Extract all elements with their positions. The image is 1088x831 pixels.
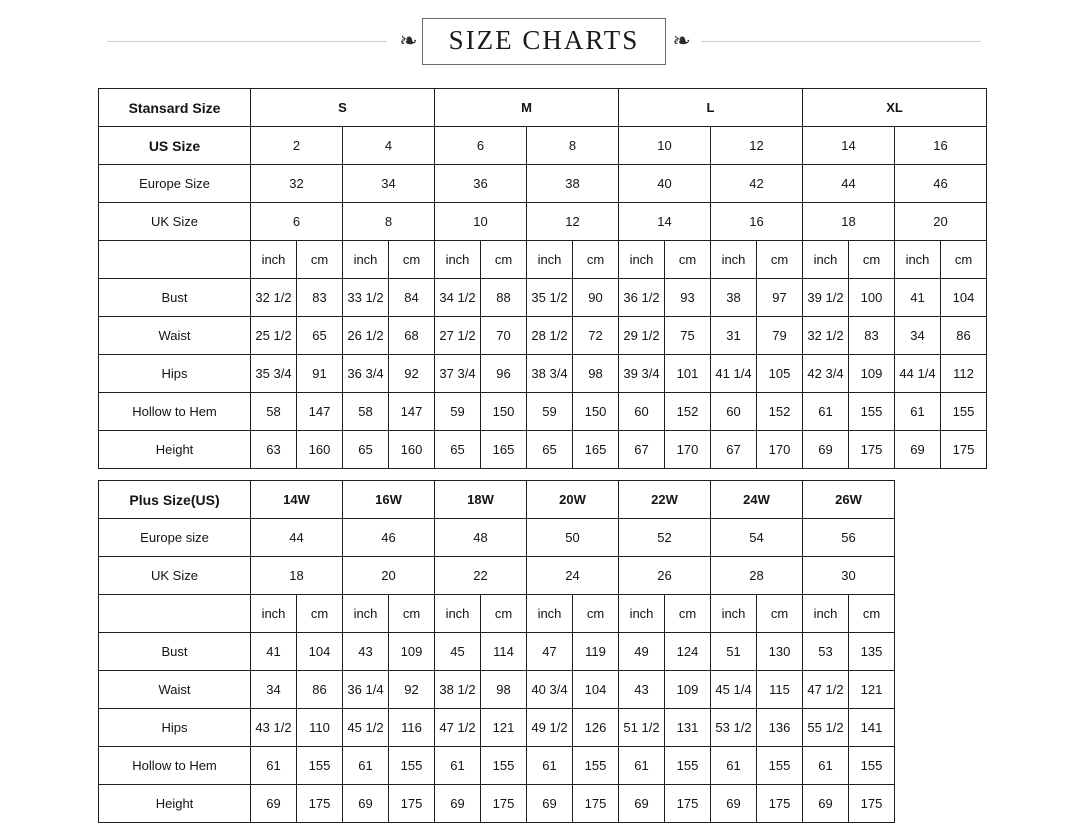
flourish-right-icon: ❧ bbox=[672, 28, 689, 53]
unit-cell-10: inch bbox=[711, 241, 757, 279]
table-row-plus-bust bbox=[99, 633, 895, 671]
plus-cell-bust-8: 49 bbox=[619, 633, 665, 671]
unit-cell-5: cm bbox=[481, 241, 527, 279]
cell-uk-size-2: 10 bbox=[435, 203, 527, 241]
plus-cell-height-11: 175 bbox=[757, 785, 803, 823]
plus-cell-bust-9: 124 bbox=[665, 633, 711, 671]
unit-cell-6: inch bbox=[527, 241, 573, 279]
plus-cell-bust-6: 47 bbox=[527, 633, 573, 671]
plus-cell-hips-7: 126 bbox=[573, 709, 619, 747]
cell-height-6: 65 bbox=[527, 431, 573, 469]
plus-size-14w: 14W bbox=[251, 481, 343, 519]
standard-size-table bbox=[98, 88, 987, 469]
unit-cell-7: cm bbox=[573, 241, 619, 279]
page-title-box bbox=[422, 18, 667, 65]
plus-cell-height-10: 69 bbox=[711, 785, 757, 823]
table-row-bust bbox=[99, 279, 987, 317]
cell-bust-5: 88 bbox=[481, 279, 527, 317]
cell-uk-size-4: 14 bbox=[619, 203, 711, 241]
cell-height-3: 160 bbox=[389, 431, 435, 469]
cell-hollow-2: 58 bbox=[343, 393, 389, 431]
plus-cell-europe-3: 50 bbox=[527, 519, 619, 557]
plus-size-table bbox=[98, 480, 895, 823]
plus-cell-waist-3: 92 bbox=[389, 671, 435, 709]
cell-hollow-8: 60 bbox=[619, 393, 665, 431]
plus-row-label-hollow-to-hem: Hollow to Hem bbox=[99, 747, 251, 785]
plus-cell-hips-2: 45 1/2 bbox=[343, 709, 389, 747]
plus-cell-hips-3: 116 bbox=[389, 709, 435, 747]
table-row-europe-size bbox=[99, 165, 987, 203]
plus-unit-cell-12: inch bbox=[803, 595, 849, 633]
plus-cell-uk-1: 20 bbox=[343, 557, 435, 595]
unit-cell-1: cm bbox=[297, 241, 343, 279]
table-row-plus-hips bbox=[99, 709, 895, 747]
unit-cell-9: cm bbox=[665, 241, 711, 279]
table-row-plus-height bbox=[99, 785, 895, 823]
cell-hips-3: 92 bbox=[389, 355, 435, 393]
plus-size-18w: 18W bbox=[435, 481, 527, 519]
plus-cell-bust-0: 41 bbox=[251, 633, 297, 671]
cell-us-size-5: 12 bbox=[711, 127, 803, 165]
row-label-europe-size: Europe Size bbox=[99, 165, 251, 203]
table-row-us-size bbox=[99, 127, 987, 165]
plus-cell-uk-3: 24 bbox=[527, 557, 619, 595]
unit-cell-8: inch bbox=[619, 241, 665, 279]
cell-uk-size-1: 8 bbox=[343, 203, 435, 241]
plus-cell-hips-6: 49 1/2 bbox=[527, 709, 573, 747]
plus-cell-uk-5: 28 bbox=[711, 557, 803, 595]
plus-cell-hollow-4: 61 bbox=[435, 747, 481, 785]
plus-cell-height-0: 69 bbox=[251, 785, 297, 823]
row-label-hollow-to-hem: Hollow to Hem bbox=[99, 393, 251, 431]
cell-uk-size-5: 16 bbox=[711, 203, 803, 241]
plus-cell-height-5: 175 bbox=[481, 785, 527, 823]
plus-cell-waist-4: 38 1/2 bbox=[435, 671, 481, 709]
plus-cell-height-4: 69 bbox=[435, 785, 481, 823]
standard-size-chart bbox=[98, 88, 987, 469]
table-row-waist bbox=[99, 317, 987, 355]
plus-size-20w: 20W bbox=[527, 481, 619, 519]
cell-hollow-3: 147 bbox=[389, 393, 435, 431]
plus-cell-hips-12: 55 1/2 bbox=[803, 709, 849, 747]
plus-cell-waist-11: 115 bbox=[757, 671, 803, 709]
group-size-m: M bbox=[435, 89, 619, 127]
cell-height-14: 69 bbox=[895, 431, 941, 469]
plus-cell-hips-11: 136 bbox=[757, 709, 803, 747]
cell-hollow-4: 59 bbox=[435, 393, 481, 431]
plus-cell-hips-4: 47 1/2 bbox=[435, 709, 481, 747]
plus-cell-hollow-11: 155 bbox=[757, 747, 803, 785]
cell-uk-size-6: 18 bbox=[803, 203, 895, 241]
plus-cell-uk-2: 22 bbox=[435, 557, 527, 595]
plus-unit-cell-3: cm bbox=[389, 595, 435, 633]
cell-bust-7: 90 bbox=[573, 279, 619, 317]
plus-cell-bust-7: 119 bbox=[573, 633, 619, 671]
cell-hips-8: 39 3/4 bbox=[619, 355, 665, 393]
plus-cell-hollow-0: 61 bbox=[251, 747, 297, 785]
unit-cell-2: inch bbox=[343, 241, 389, 279]
plus-cell-hips-10: 53 1/2 bbox=[711, 709, 757, 747]
cell-height-0: 63 bbox=[251, 431, 297, 469]
plus-cell-hollow-6: 61 bbox=[527, 747, 573, 785]
cell-waist-15: 86 bbox=[941, 317, 987, 355]
unit-cell-3: cm bbox=[389, 241, 435, 279]
table-row-plus-units bbox=[99, 595, 895, 633]
unit-cell-14: inch bbox=[895, 241, 941, 279]
unit-cell-11: cm bbox=[757, 241, 803, 279]
plus-cell-europe-2: 48 bbox=[435, 519, 527, 557]
flourish-left-icon: ❧ bbox=[399, 28, 416, 53]
cell-hips-9: 101 bbox=[665, 355, 711, 393]
table-row-units bbox=[99, 241, 987, 279]
cell-waist-3: 68 bbox=[389, 317, 435, 355]
cell-us-size-2: 6 bbox=[435, 127, 527, 165]
plus-cell-waist-10: 45 1/4 bbox=[711, 671, 757, 709]
plus-row-label-height: Height bbox=[99, 785, 251, 823]
cell-waist-12: 32 1/2 bbox=[803, 317, 849, 355]
plus-cell-hollow-12: 61 bbox=[803, 747, 849, 785]
plus-cell-hips-5: 121 bbox=[481, 709, 527, 747]
plus-cell-europe-5: 54 bbox=[711, 519, 803, 557]
plus-cell-hollow-8: 61 bbox=[619, 747, 665, 785]
cell-waist-6: 28 1/2 bbox=[527, 317, 573, 355]
plus-cell-bust-5: 114 bbox=[481, 633, 527, 671]
plus-cell-hollow-10: 61 bbox=[711, 747, 757, 785]
cell-hollow-7: 150 bbox=[573, 393, 619, 431]
plus-cell-waist-8: 43 bbox=[619, 671, 665, 709]
plus-unit-cell-1: cm bbox=[297, 595, 343, 633]
plus-size-26w: 26W bbox=[803, 481, 895, 519]
plus-unit-cell-5: cm bbox=[481, 595, 527, 633]
cell-hips-15: 112 bbox=[941, 355, 987, 393]
page-title: SIZE CHARTS bbox=[448, 24, 640, 55]
plus-cell-waist-9: 109 bbox=[665, 671, 711, 709]
cell-height-2: 65 bbox=[343, 431, 389, 469]
table-row-height bbox=[99, 431, 987, 469]
cell-us-size-3: 8 bbox=[527, 127, 619, 165]
cell-hips-7: 98 bbox=[573, 355, 619, 393]
cell-height-13: 175 bbox=[849, 431, 895, 469]
plus-size-22w: 22W bbox=[619, 481, 711, 519]
cell-europe-size-4: 40 bbox=[619, 165, 711, 203]
row-label-hips: Hips bbox=[99, 355, 251, 393]
plus-cell-europe-0: 44 bbox=[251, 519, 343, 557]
cell-europe-size-5: 42 bbox=[711, 165, 803, 203]
table-row-plus-waist bbox=[99, 671, 895, 709]
plus-cell-waist-2: 36 1/4 bbox=[343, 671, 389, 709]
cell-height-1: 160 bbox=[297, 431, 343, 469]
cell-hips-1: 91 bbox=[297, 355, 343, 393]
plus-cell-bust-13: 135 bbox=[849, 633, 895, 671]
plus-cell-hips-1: 110 bbox=[297, 709, 343, 747]
plus-cell-hollow-13: 155 bbox=[849, 747, 895, 785]
cell-europe-size-6: 44 bbox=[803, 165, 895, 203]
table-row-plus-uk-size bbox=[99, 557, 895, 595]
cell-bust-12: 39 1/2 bbox=[803, 279, 849, 317]
cell-hollow-10: 60 bbox=[711, 393, 757, 431]
plus-cell-hollow-3: 155 bbox=[389, 747, 435, 785]
plus-unit-cell-2: inch bbox=[343, 595, 389, 633]
plus-cell-height-7: 175 bbox=[573, 785, 619, 823]
row-label-bust: Bust bbox=[99, 279, 251, 317]
unit-cell-15: cm bbox=[941, 241, 987, 279]
plus-cell-waist-0: 34 bbox=[251, 671, 297, 709]
plus-cell-height-12: 69 bbox=[803, 785, 849, 823]
cell-europe-size-2: 36 bbox=[435, 165, 527, 203]
plus-size-16w: 16W bbox=[343, 481, 435, 519]
plus-cell-waist-13: 121 bbox=[849, 671, 895, 709]
plus-cell-height-3: 175 bbox=[389, 785, 435, 823]
unit-cell-0: inch bbox=[251, 241, 297, 279]
cell-hips-13: 109 bbox=[849, 355, 895, 393]
row-label-uk-size: UK Size bbox=[99, 203, 251, 241]
plus-unit-cell-6: inch bbox=[527, 595, 573, 633]
cell-height-12: 69 bbox=[803, 431, 849, 469]
cell-hollow-1: 147 bbox=[297, 393, 343, 431]
plus-cell-hollow-2: 61 bbox=[343, 747, 389, 785]
cell-height-5: 165 bbox=[481, 431, 527, 469]
plus-unit-cell-8: inch bbox=[619, 595, 665, 633]
plus-unit-cell-10: inch bbox=[711, 595, 757, 633]
cell-waist-14: 34 bbox=[895, 317, 941, 355]
plus-unit-cell-4: inch bbox=[435, 595, 481, 633]
plus-cell-bust-1: 104 bbox=[297, 633, 343, 671]
plus-cell-hollow-7: 155 bbox=[573, 747, 619, 785]
cell-uk-size-3: 12 bbox=[527, 203, 619, 241]
cell-hollow-11: 152 bbox=[757, 393, 803, 431]
plus-cell-europe-6: 56 bbox=[803, 519, 895, 557]
cell-bust-6: 35 1/2 bbox=[527, 279, 573, 317]
plus-cell-height-6: 69 bbox=[527, 785, 573, 823]
cell-waist-8: 29 1/2 bbox=[619, 317, 665, 355]
plus-cell-hollow-1: 155 bbox=[297, 747, 343, 785]
cell-hips-10: 41 1/4 bbox=[711, 355, 757, 393]
plus-cell-uk-0: 18 bbox=[251, 557, 343, 595]
cell-hips-11: 105 bbox=[757, 355, 803, 393]
cell-us-size-4: 10 bbox=[619, 127, 711, 165]
cell-height-4: 65 bbox=[435, 431, 481, 469]
plus-cell-bust-3: 109 bbox=[389, 633, 435, 671]
cell-hollow-0: 58 bbox=[251, 393, 297, 431]
plus-cell-waist-1: 86 bbox=[297, 671, 343, 709]
cell-waist-7: 72 bbox=[573, 317, 619, 355]
plus-cell-bust-12: 53 bbox=[803, 633, 849, 671]
cell-hips-5: 96 bbox=[481, 355, 527, 393]
table-row-group-header bbox=[99, 89, 987, 127]
cell-bust-8: 36 1/2 bbox=[619, 279, 665, 317]
cell-bust-0: 32 1/2 bbox=[251, 279, 297, 317]
plus-row-label-waist: Waist bbox=[99, 671, 251, 709]
plus-unit-cell-13: cm bbox=[849, 595, 895, 633]
plus-cell-hips-13: 141 bbox=[849, 709, 895, 747]
cell-europe-size-3: 38 bbox=[527, 165, 619, 203]
plus-cell-bust-4: 45 bbox=[435, 633, 481, 671]
plus-row-label-uk-size: UK Size bbox=[99, 557, 251, 595]
plus-cell-hollow-5: 155 bbox=[481, 747, 527, 785]
cell-europe-size-0: 32 bbox=[251, 165, 343, 203]
cell-hollow-5: 150 bbox=[481, 393, 527, 431]
cell-height-10: 67 bbox=[711, 431, 757, 469]
standard-corner-label: Stansard Size bbox=[99, 89, 251, 127]
plus-row-label-europe-size: Europe size bbox=[99, 519, 251, 557]
cell-height-9: 170 bbox=[665, 431, 711, 469]
cell-hollow-9: 152 bbox=[665, 393, 711, 431]
cell-waist-4: 27 1/2 bbox=[435, 317, 481, 355]
plus-cell-bust-11: 130 bbox=[757, 633, 803, 671]
table-row-hollow-to-hem bbox=[99, 393, 987, 431]
row-label-waist: Waist bbox=[99, 317, 251, 355]
cell-bust-15: 104 bbox=[941, 279, 987, 317]
page-header bbox=[0, 10, 1088, 72]
table-row-plus-europe-size bbox=[99, 519, 895, 557]
plus-row-label-hips: Hips bbox=[99, 709, 251, 747]
header-rule-right bbox=[701, 41, 981, 42]
plus-cell-height-2: 69 bbox=[343, 785, 389, 823]
cell-us-size-7: 16 bbox=[895, 127, 987, 165]
unit-cell-13: cm bbox=[849, 241, 895, 279]
plus-cell-height-9: 175 bbox=[665, 785, 711, 823]
cell-waist-2: 26 1/2 bbox=[343, 317, 389, 355]
cell-bust-2: 33 1/2 bbox=[343, 279, 389, 317]
cell-bust-1: 83 bbox=[297, 279, 343, 317]
plus-cell-bust-10: 51 bbox=[711, 633, 757, 671]
cell-uk-size-0: 6 bbox=[251, 203, 343, 241]
unit-cell-4: inch bbox=[435, 241, 481, 279]
cell-bust-10: 38 bbox=[711, 279, 757, 317]
cell-height-7: 165 bbox=[573, 431, 619, 469]
cell-height-8: 67 bbox=[619, 431, 665, 469]
plus-size-24w: 24W bbox=[711, 481, 803, 519]
plus-cell-height-1: 175 bbox=[297, 785, 343, 823]
plus-cell-waist-6: 40 3/4 bbox=[527, 671, 573, 709]
plus-cell-europe-4: 52 bbox=[619, 519, 711, 557]
table-row-uk-size bbox=[99, 203, 987, 241]
cell-hips-2: 36 3/4 bbox=[343, 355, 389, 393]
group-size-s: S bbox=[251, 89, 435, 127]
plus-cell-height-8: 69 bbox=[619, 785, 665, 823]
cell-waist-13: 83 bbox=[849, 317, 895, 355]
plus-cell-waist-7: 104 bbox=[573, 671, 619, 709]
plus-size-chart bbox=[98, 480, 895, 823]
plus-unit-cell-11: cm bbox=[757, 595, 803, 633]
cell-bust-9: 93 bbox=[665, 279, 711, 317]
cell-waist-0: 25 1/2 bbox=[251, 317, 297, 355]
cell-hips-0: 35 3/4 bbox=[251, 355, 297, 393]
cell-hips-14: 44 1/4 bbox=[895, 355, 941, 393]
cell-height-15: 175 bbox=[941, 431, 987, 469]
cell-us-size-0: 2 bbox=[251, 127, 343, 165]
cell-us-size-6: 14 bbox=[803, 127, 895, 165]
row-label-height: Height bbox=[99, 431, 251, 469]
table-row-plus-hollow-to-hem bbox=[99, 747, 895, 785]
plus-cell-hips-8: 51 1/2 bbox=[619, 709, 665, 747]
cell-bust-4: 34 1/2 bbox=[435, 279, 481, 317]
plus-cell-hips-0: 43 1/2 bbox=[251, 709, 297, 747]
cell-hollow-15: 155 bbox=[941, 393, 987, 431]
cell-bust-13: 100 bbox=[849, 279, 895, 317]
header-rule-left bbox=[107, 41, 387, 42]
cell-europe-size-1: 34 bbox=[343, 165, 435, 203]
cell-hollow-12: 61 bbox=[803, 393, 849, 431]
cell-bust-11: 97 bbox=[757, 279, 803, 317]
table-row-plus-header bbox=[99, 481, 895, 519]
unit-cell-12: inch bbox=[803, 241, 849, 279]
plus-cell-waist-12: 47 1/2 bbox=[803, 671, 849, 709]
plus-cell-hips-9: 131 bbox=[665, 709, 711, 747]
cell-hollow-13: 155 bbox=[849, 393, 895, 431]
group-size-xl: XL bbox=[803, 89, 987, 127]
plus-unit-cell-7: cm bbox=[573, 595, 619, 633]
cell-hips-6: 38 3/4 bbox=[527, 355, 573, 393]
group-size-l: L bbox=[619, 89, 803, 127]
plus-cell-bust-2: 43 bbox=[343, 633, 389, 671]
plus-cell-uk-6: 30 bbox=[803, 557, 895, 595]
row-label-us-size: US Size bbox=[99, 127, 251, 165]
plus-unit-cell-0: inch bbox=[251, 595, 297, 633]
plus-cell-europe-1: 46 bbox=[343, 519, 435, 557]
plus-unit-cell-9: cm bbox=[665, 595, 711, 633]
cell-hollow-6: 59 bbox=[527, 393, 573, 431]
cell-waist-9: 75 bbox=[665, 317, 711, 355]
plus-cell-uk-4: 26 bbox=[619, 557, 711, 595]
cell-waist-10: 31 bbox=[711, 317, 757, 355]
plus-row-label-bust: Bust bbox=[99, 633, 251, 671]
cell-bust-3: 84 bbox=[389, 279, 435, 317]
cell-bust-14: 41 bbox=[895, 279, 941, 317]
cell-us-size-1: 4 bbox=[343, 127, 435, 165]
cell-uk-size-7: 20 bbox=[895, 203, 987, 241]
cell-europe-size-7: 46 bbox=[895, 165, 987, 203]
cell-height-11: 170 bbox=[757, 431, 803, 469]
plus-row-label-units bbox=[99, 595, 251, 633]
table-row-hips bbox=[99, 355, 987, 393]
plus-corner-label: Plus Size(US) bbox=[99, 481, 251, 519]
cell-hips-4: 37 3/4 bbox=[435, 355, 481, 393]
cell-waist-5: 70 bbox=[481, 317, 527, 355]
plus-cell-waist-5: 98 bbox=[481, 671, 527, 709]
row-label-units bbox=[99, 241, 251, 279]
cell-waist-1: 65 bbox=[297, 317, 343, 355]
cell-hips-12: 42 3/4 bbox=[803, 355, 849, 393]
plus-cell-hollow-9: 155 bbox=[665, 747, 711, 785]
cell-waist-11: 79 bbox=[757, 317, 803, 355]
plus-cell-height-13: 175 bbox=[849, 785, 895, 823]
cell-hollow-14: 61 bbox=[895, 393, 941, 431]
